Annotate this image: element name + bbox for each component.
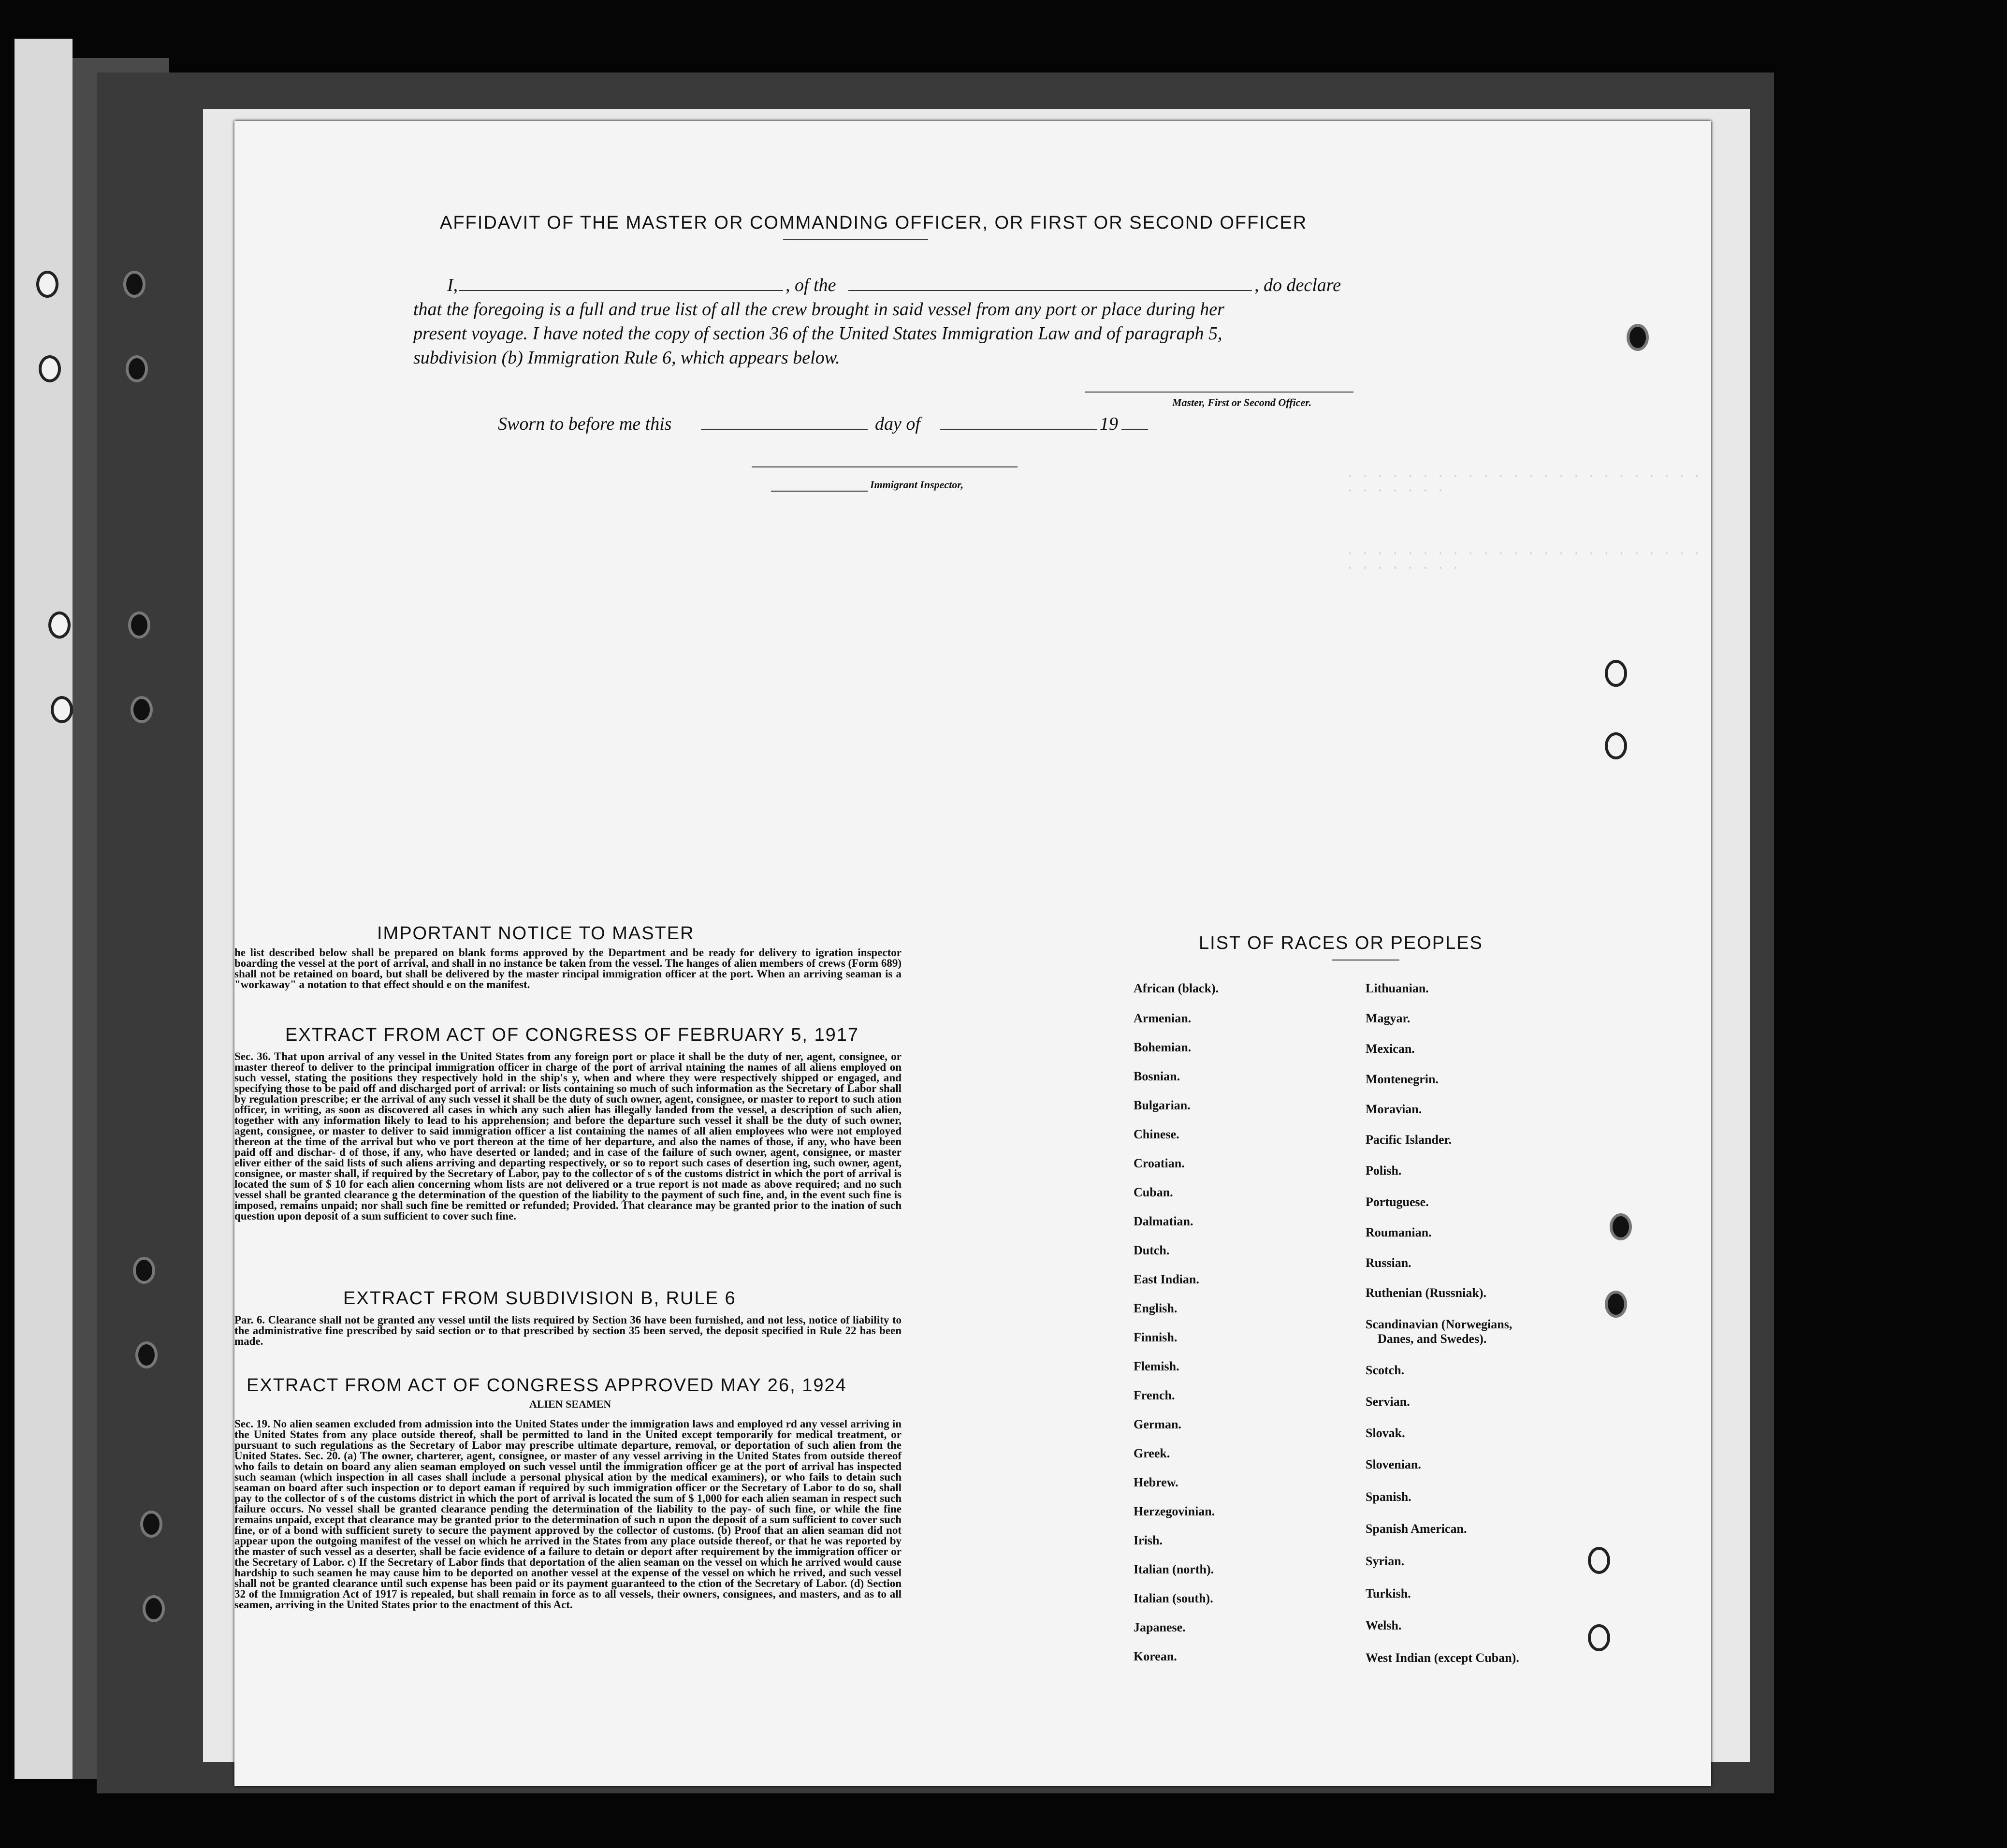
- title-underline: [783, 239, 928, 240]
- affidavit-line-3: present voyage. I have noted the copy of section 36 of the United States Immigration Law and of paragraph 5,: [413, 323, 1222, 344]
- race-item: English.: [1134, 1301, 1178, 1315]
- race-item: Turkish.: [1366, 1586, 1411, 1601]
- race-item: Dalmatian.: [1134, 1214, 1193, 1228]
- race-item: Bosnian.: [1134, 1069, 1180, 1083]
- race-item: West Indian (except Cuban).: [1366, 1651, 1519, 1665]
- race-item: Spanish.: [1366, 1490, 1411, 1504]
- affidavit-page: [234, 121, 1711, 1786]
- race-item: Croatian.: [1134, 1156, 1185, 1170]
- punch-hole: [123, 271, 145, 298]
- race-item: Bohemian.: [1134, 1040, 1192, 1054]
- race-item: Servian.: [1366, 1395, 1410, 1409]
- master-signature-line: [1085, 392, 1353, 393]
- affidavit-i: I,: [447, 275, 458, 295]
- punch-hole: [1610, 1213, 1632, 1240]
- race-item: Dutch.: [1134, 1243, 1170, 1257]
- sworn-day-blank: [701, 429, 868, 430]
- punch-hole: [36, 271, 58, 298]
- race-item: East Indian.: [1134, 1272, 1199, 1286]
- race-item: French.: [1134, 1388, 1175, 1402]
- race-item: Lithuanian.: [1366, 981, 1429, 995]
- race-item: Polish.: [1366, 1164, 1402, 1178]
- punch-hole: [1605, 1291, 1627, 1318]
- year-prefix: 19: [1100, 414, 1118, 434]
- race-item: Korean.: [1134, 1649, 1177, 1663]
- race-item: Finnish.: [1134, 1330, 1178, 1344]
- bleed-through-text: · · · · · · · · · · · · · · · · · · · · · · · · · · · · · · ·: [1346, 469, 1701, 498]
- rule-6-title: EXTRACT FROM SUBDIVISION B, RULE 6: [343, 1288, 736, 1309]
- race-item: Ruthenian (Russniak).: [1366, 1286, 1486, 1300]
- punch-hole: [1605, 660, 1627, 687]
- rule-6-body: Par. 6. Clearance shall not be granted any vessel until the lists required by Section 36 have been furnished, and not less, notice of liability to the administrative fine prescribed by said section or to that prescribed by section 35 been served, the deposit specified in Rule 22 has been made.: [234, 1314, 902, 1347]
- inspector-label: Immigrant Inspector,: [870, 479, 964, 491]
- sworn-month-blank: [940, 429, 1097, 430]
- vessel-blank: [848, 290, 1252, 291]
- races-title: LIST OF RACES OR PEOPLES: [1199, 933, 1483, 953]
- race-item: Irish.: [1134, 1533, 1163, 1547]
- affidavit-title: AFFIDAVIT OF THE MASTER OR COMMANDING OFFICER, OR FIRST OR SECOND OFFICER: [440, 213, 1308, 233]
- punch-hole: [51, 696, 73, 723]
- punch-hole: [131, 696, 153, 723]
- race-item: Scotch.: [1366, 1363, 1405, 1377]
- affidavit-of-the: , of the: [785, 275, 836, 295]
- act-1924-body: Sec. 19. No alien seamen excluded from admission into the United States under the immigration laws and employed rd any vessel arriving in the United States from any place outside thereof, shall be permitted to land in the United except temporarily for medical treatment, or pursuant to such regulations as the Secretary of Labor may prescribe ultimate departure, removal, or deportation of such alien from the United States. Sec. 20. (a) The owner, charterer, agent, consignee, or master of any vessel arriving in the United States from outside thereof who fails to detain on board any alien seaman employed on such vessel until the immigration officer ge at the port of arrival has inspected such seaman (which inspection in all cases shall include a personal physical ation by the medical examiners), or who fails to detain such seaman on board after such inspection or to deport eaman if required by such immigration officer or the Secretary of Labor to do so, shall pay to the collector of s of the customs district in which the port of arrival is located the sum of $ 1,000 for each alien seaman in respect such failure occurs. No vessel shall be granted clearance pending the determination of the liability to the pay- of such fine, or while the fine remains unpaid, except that clearance may be granted prior to the determination of such n upon the deposit of a sum sufficient to cover such fine, or of a bond with sufficient surety to secure the payment approved by the collector of customs. (b) Proof that an alien seaman did not appear upon the outgoing manifest of the vessel on which he arrived in the States from any place outside thereof, or that he was reported by the master of such vessel as a deserter, shall be facie evidence of a failure to detain or deport after requirement by the immigration officer or the Secretary of Labor. c) If the Secretary of Labor finds that deportation of the alien seaman on the vessel on which he arrived would cause hardship to such seamen he may cause him to be deported on another vessel at the expense of the vessel on which he rrived, and such vessel shall not be granted clearance until such expense has been paid or its payment guaranteed to the ction of the Secretary of Labor. (d) Section 32 of the Immigration Act of 1917 is repealed, but shall remain in force as to all vessels, their owners, consignees, and masters, and as to all seamen, arriving in the United States prior to the enactment of this Act.: [234, 1418, 902, 1611]
- race-item: Cuban.: [1134, 1185, 1173, 1199]
- race-item: Portuguese.: [1366, 1195, 1429, 1209]
- punch-hole: [143, 1595, 165, 1622]
- race-item: Magyar.: [1366, 1011, 1411, 1025]
- punch-hole: [1588, 1547, 1610, 1574]
- affidavit-line-2: that the foregoing is a full and true list of all the crew brought in said vessel from any port or place during her: [413, 299, 1224, 320]
- act-1924-title: EXTRACT FROM ACT OF CONGRESS APPROVED MAY 26, 1924: [247, 1375, 847, 1396]
- inspector-signature-line: [752, 466, 1018, 467]
- race-item: Japanese.: [1134, 1620, 1186, 1634]
- binder-strip: [15, 39, 73, 1779]
- punch-hole: [1605, 732, 1627, 759]
- race-item: Syrian.: [1366, 1554, 1405, 1568]
- race-item: Mexican.: [1366, 1042, 1415, 1056]
- bleed-through-text: · · · · · · · · · · · · · · · · · · · · · · · · · · · · · · · ·: [1346, 546, 1701, 575]
- inspector-short-line: [771, 491, 868, 492]
- race-item: Herzegovinian.: [1134, 1504, 1215, 1518]
- race-item: Flemish.: [1134, 1359, 1179, 1373]
- year-blank: [1121, 429, 1148, 430]
- punch-hole: [126, 355, 148, 382]
- race-item: Pacific Islander.: [1366, 1133, 1452, 1147]
- race-item: Italian (south).: [1134, 1591, 1213, 1605]
- race-item: Bulgarian.: [1134, 1098, 1191, 1112]
- act-1924-subtitle: ALIEN SEAMEN: [529, 1398, 611, 1410]
- affidavit-line-4: subdivision (b) Immigration Rule 6, which appears below.: [413, 348, 840, 368]
- punch-hole: [135, 1341, 158, 1368]
- punch-hole: [48, 611, 71, 639]
- punch-hole: [1627, 324, 1649, 351]
- race-item: Greek.: [1134, 1446, 1170, 1460]
- punch-hole: [128, 611, 150, 639]
- punch-hole: [39, 355, 61, 382]
- name-blank: [459, 290, 783, 291]
- race-item: Montenegrin.: [1366, 1072, 1439, 1086]
- notice-title: IMPORTANT NOTICE TO MASTER: [377, 923, 695, 944]
- act-1917-title: EXTRACT FROM ACT OF CONGRESS OF FEBRUARY 5, 1917: [285, 1025, 859, 1045]
- race-item: Armenian.: [1134, 1011, 1192, 1025]
- race-item: Slovenian.: [1366, 1457, 1421, 1471]
- race-item: Moravian.: [1366, 1102, 1422, 1116]
- race-item: Roumanian.: [1366, 1225, 1432, 1239]
- race-item: Danes, and Swedes).: [1378, 1332, 1487, 1346]
- punch-hole: [1588, 1624, 1610, 1651]
- race-item: Slovak.: [1366, 1426, 1405, 1440]
- race-item: Chinese.: [1134, 1127, 1179, 1141]
- notice-body: he list described below shall be prepared on blank forms approved by the Department and be ready for delivery to igration inspector boarding the vessel at the port of arrival, and shall in no instance be taken from the vessel. The hanges of alien members of crews (Form 689) shall not be retained on board, but shall be delivered by the master rincipal immigration officer at the port. When an arriving seaman is a "workaway" a notation to that effect should e on the manifest.: [234, 946, 902, 990]
- race-item: German.: [1134, 1417, 1181, 1431]
- act-1917-body: Sec. 36. That upon arrival of any vessel in the United States from any foreign port or place it shall be the duty of ner, agent, consignee, or master thereof to deliver to the principal immigration officer in charge of the port of arrival ntaining the names of all aliens employed on such vessel, stating the positions they respectively hold in the ship's y, when and where they were respectively shipped or engaged, and specifying those to be paid off and discharged port of arrival: or lists containing so much of such information as the Secretary of Labor shall by regulation prescribe; er the arrival of any such vessel it shall be the duty of such owner, agent, consignee, or master to report to such ation officer, in writing, as soon as discovered all cases in which any such alien has illegally landed from the vessel, a description of such alien, together with any information likely to lead to his apprehension; and before the departure such vessel it shall be the duty of such owner, agent, consignee, or master to deliver to said immigration officer a list containing the names of all alien employees who were not employed thereon at the time of the arrival but who ve port thereon at the time of her departure, and also the names of those, if any, who have been paid off and dischar- d of those, if any, who have deserted or landed; and in case of the failure of such owner, agent, consignee, or master eliver either of the said lists of such aliens arriving and departing respectively, or so to report such cases of desertion ing, such owner, agent, consignee, or master shall, if required by the Secretary of Labor, pay to the collector of s of the customs district in which the port of arrival is located the sum of $ 10 for each alien concerning whom lists are not delivered or a true report is not made as above required; and no such vessel shall be granted clearance g the determination of the question of the liability to the payment of such fine, and, in the event such fine is imposed, remains unpaid; nor shall such fine be remitted or refunded; Provided. That clearance may be granted prior to the ination of such question upon deposit of a sum sufficient to cover such fine.: [234, 1050, 902, 1222]
- day-of-text: day of: [875, 414, 920, 434]
- race-item: Scandinavian (Norwegians,: [1366, 1317, 1513, 1331]
- affidavit-declare: , do declare: [1254, 275, 1341, 295]
- race-item: African (black).: [1134, 981, 1219, 995]
- race-item: Hebrew.: [1134, 1475, 1178, 1489]
- punch-hole: [133, 1257, 155, 1284]
- master-signature-label: Master, First or Second Officer.: [1172, 396, 1312, 408]
- race-item: Russian.: [1366, 1256, 1411, 1270]
- punch-hole: [140, 1511, 162, 1538]
- sworn-text: Sworn to before me this: [498, 414, 672, 434]
- race-item: Welsh.: [1366, 1618, 1402, 1632]
- race-item: Spanish American.: [1366, 1522, 1467, 1536]
- race-item: Italian (north).: [1134, 1562, 1214, 1576]
